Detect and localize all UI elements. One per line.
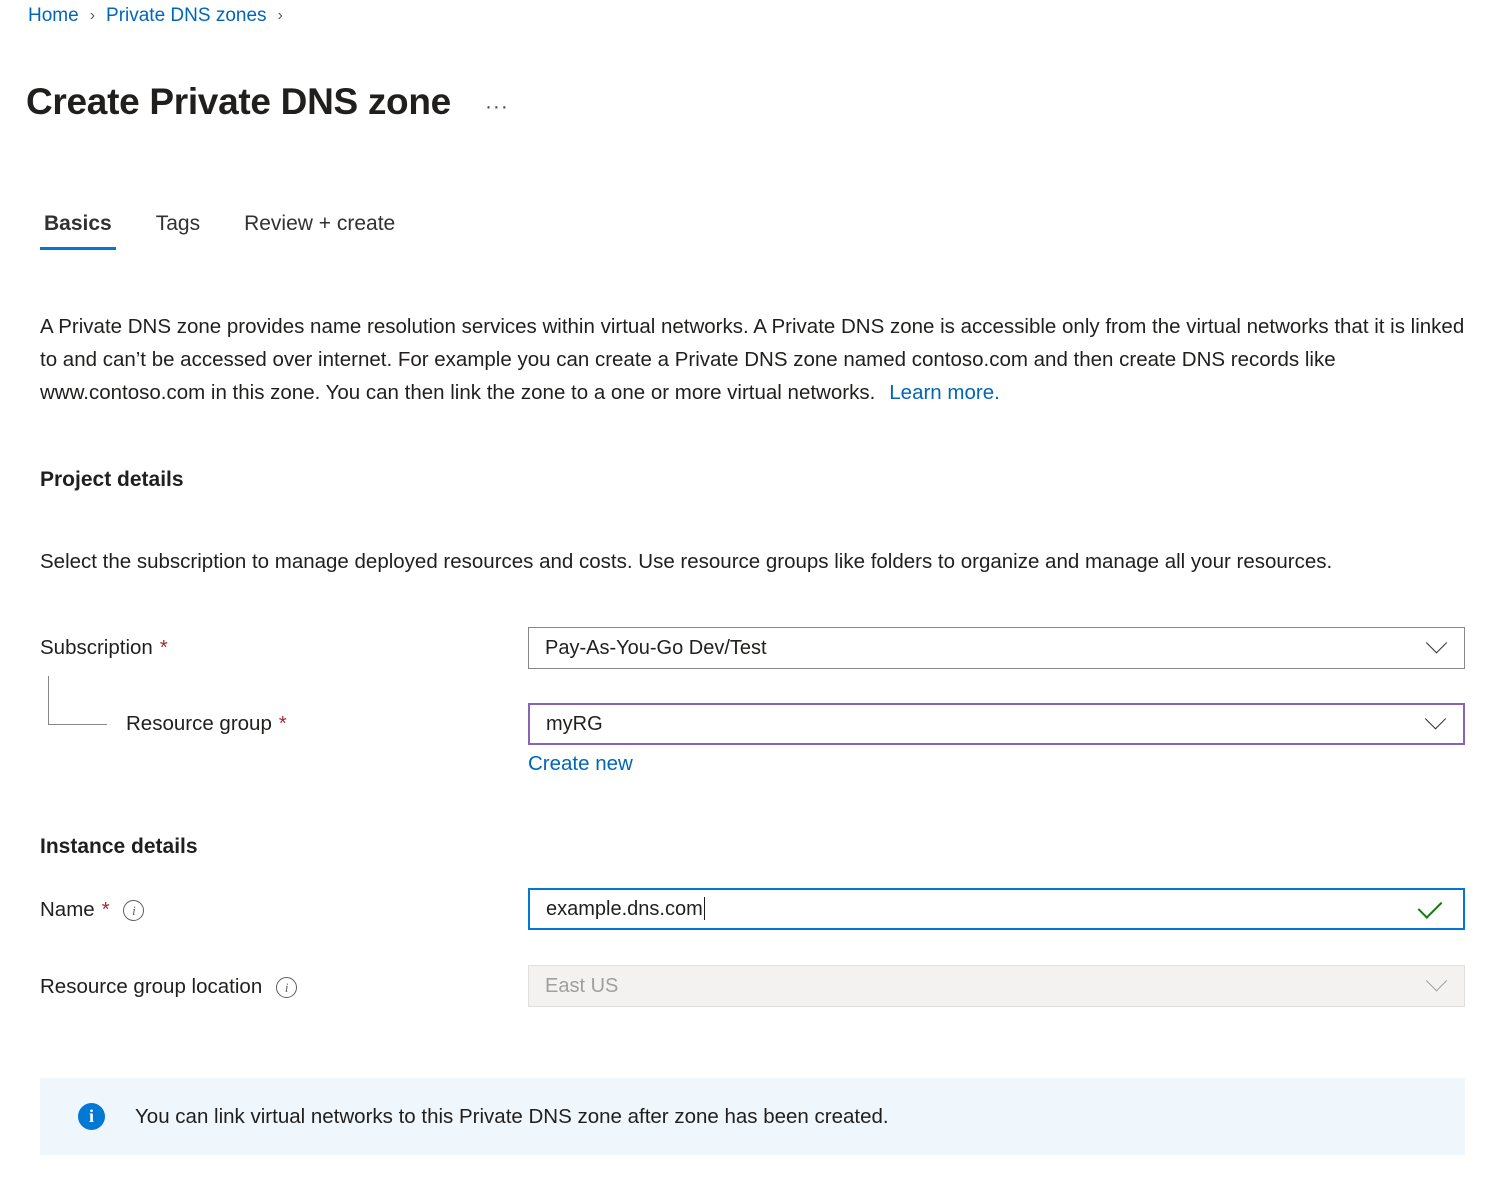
subscription-label (40, 636, 168, 660)
resource-group-location-label (40, 975, 297, 999)
subscription-value: Pay-As-You-Go Dev/Test (545, 636, 767, 659)
resource-group-required-marker: * (278, 712, 287, 735)
info-banner (40, 1078, 1465, 1155)
chevron-down-icon (1426, 632, 1447, 653)
intro-text: A Private DNS zone provides name resolution services within virtual networks. A Private DNS zone is accessible only from the virtual networks that it is linked to and can’t be accessed over internet. For example you can create a Private DNS zone named contoso.com and then create DNS records like www.contoso.com in this zone. You can then link the zone to a one or more virtual networks. (40, 314, 1465, 404)
name-label-text: Name (40, 898, 95, 921)
subscription-dropdown[interactable] (528, 627, 1465, 669)
learn-more-link[interactable]: Learn more. (889, 380, 1000, 404)
info-icon: i (78, 1103, 105, 1130)
project-details-description: Select the subscription to manage deployed resources and costs. Use resource groups like folders to organize and manage all your resources. (40, 549, 1333, 573)
page-title: Create Private DNS zone (26, 80, 451, 122)
info-icon[interactable]: i (123, 900, 144, 921)
subscription-label-text: Subscription (40, 636, 153, 659)
tab-list (40, 212, 435, 250)
info-banner-text: You can link virtual networks to this Private DNS zone after zone has been created. (135, 1104, 889, 1128)
resource-group-label-text: Resource group (126, 712, 272, 735)
resource-group-dropdown[interactable] (528, 703, 1465, 745)
name-label (40, 898, 144, 922)
title-row (26, 52, 515, 152)
resource-group-label (126, 712, 287, 736)
resource-group-location-value: East US (545, 974, 619, 997)
chevron-down-icon (1425, 708, 1446, 729)
name-required-marker: * (101, 898, 110, 921)
valid-check-icon (1418, 894, 1443, 919)
resource-group-indent-bracket (48, 676, 107, 725)
name-input-value-wrapper (546, 897, 1419, 921)
name-input[interactable] (528, 888, 1465, 930)
breadcrumb-separator-icon: › (89, 7, 96, 24)
intro-paragraph (40, 310, 1465, 409)
resource-group-location-dropdown (528, 965, 1465, 1007)
resource-group-value: myRG (546, 712, 603, 735)
text-caret (704, 897, 705, 920)
instance-details-heading: Instance details (40, 835, 198, 858)
create-new-resource-group-link[interactable]: Create new (528, 752, 633, 775)
resource-group-location-label-text: Resource group location (40, 975, 263, 998)
tab-tags[interactable]: Tags (155, 212, 201, 235)
tab-review-create[interactable]: Review + create (244, 212, 396, 235)
tab-basics[interactable]: Basics (40, 212, 116, 250)
subscription-required-marker: * (159, 636, 168, 659)
breadcrumb-separator-icon-2: › (277, 7, 283, 24)
chevron-down-icon (1426, 970, 1447, 991)
breadcrumb-item-private-dns-zones[interactable]: Private DNS zones (106, 5, 267, 26)
more-options-icon[interactable]: ··· (484, 94, 509, 118)
info-icon[interactable]: i (276, 977, 297, 998)
breadcrumb-item-home[interactable]: Home (28, 5, 79, 26)
name-input-value: example.dns.com (546, 898, 703, 920)
project-details-heading: Project details (40, 468, 184, 491)
breadcrumb (28, 2, 294, 30)
